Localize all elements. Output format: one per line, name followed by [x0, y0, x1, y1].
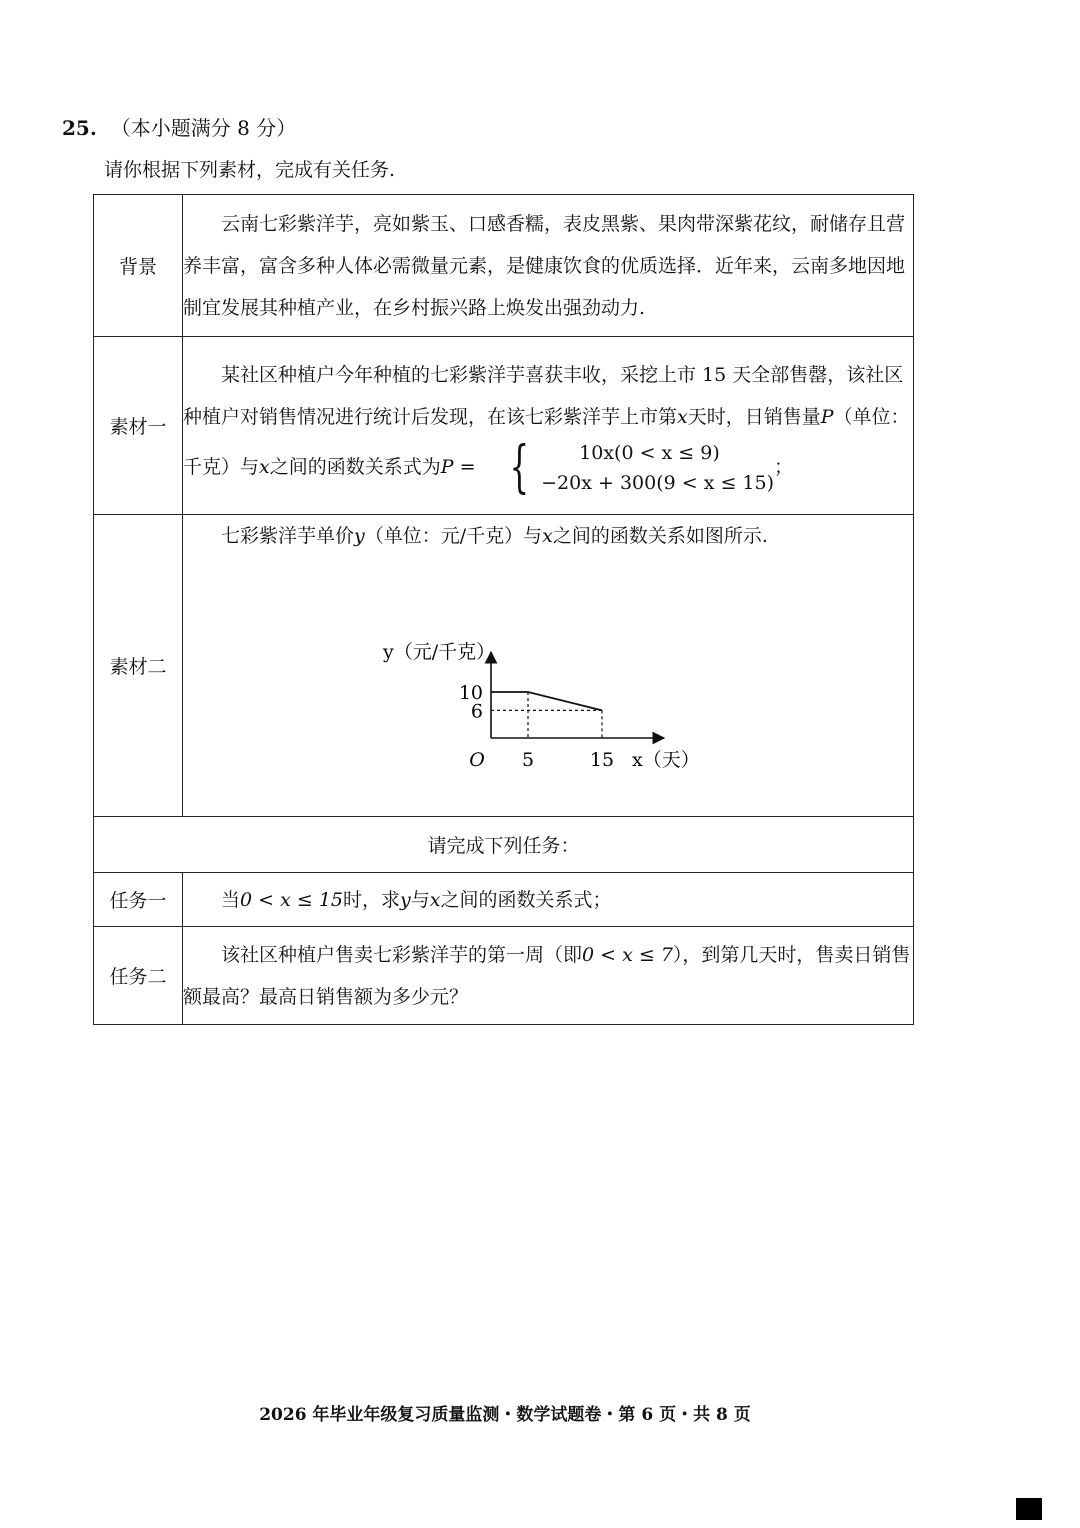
task1-text: 当0 < x ≤ 15时，求y与x之间的函数关系式； [221, 888, 612, 911]
material1-text: 某社区种植户今年种植的七彩紫洋芋喜获丰收，采挖上市 15 天全部售罄，该社区种植户对销售情况进行统计后发现，在该七彩紫洋芋上市第x天时，日销售量P（单位：千克）与x之间的函数关系式为P = { 10x(0 < x ≤ 9) −20x + 300(9 < x ≤ 15)； [183, 363, 910, 500]
tasks-header-row [94, 817, 914, 873]
price-line-path [491, 692, 602, 710]
question-number: 25. [62, 116, 97, 140]
task2-text: 该社区种植户售卖七彩紫洋芋的第一周（即0 < x ≤ 7），到第几天时，售卖日销售额最高？最高日销售额为多少元？ [183, 943, 911, 1008]
material2-row [94, 515, 914, 817]
piecewise-case-1: 10x(0 < x ≤ 9) [579, 441, 720, 464]
x-tick-label-15: 15 [589, 749, 615, 771]
question-intro: 请你根据下列素材，完成有关任务. [104, 159, 396, 181]
task2-label: 任务二 [94, 927, 183, 1025]
task1-row [94, 873, 914, 927]
piecewise-lhs: P = [440, 455, 476, 478]
background-label: 背景 [94, 195, 183, 337]
material1-label: 素材一 [94, 337, 183, 515]
task2-row [94, 927, 914, 1025]
background-text: 云南七彩紫洋芋，亮如紫玉、口感香糯，表皮黑紫、果肉带深紫花纹，耐储存且营养丰富，富含多种人体必需微量元素，是健康饮食的优质选择．近年来，云南多地因地制宜发展其种植产业，在乡村振兴路上焕发出强劲动力. [183, 212, 906, 319]
material2-text: 七彩紫洋芋单价y（单位：元/千克）与x之间的函数关系如图所示. [221, 525, 768, 547]
origin-label: O [469, 749, 485, 771]
y-axis-label: y（元/千克） [383, 641, 496, 663]
piecewise-case-2: −20x + 300(9 < x ≤ 15) [541, 471, 775, 494]
y-tick-label-6: 6 [470, 700, 483, 723]
axes [491, 652, 664, 738]
piecewise-cases [541, 438, 774, 498]
axis-labels [382, 641, 700, 771]
x-tick-label-5: 5 [521, 749, 535, 771]
task1-label: 任务一 [94, 873, 183, 927]
corner-mark [1016, 1498, 1042, 1520]
y-tick-label-10: 10 [458, 682, 483, 704]
left-brace: { [508, 434, 529, 500]
background-row [94, 195, 914, 337]
material-table [93, 194, 914, 1025]
material1-row [94, 337, 914, 515]
tasks-header: 请完成下列任务： [94, 817, 914, 873]
dashed-guides [491, 692, 602, 738]
question-header [62, 112, 296, 141]
page-footer: 2026 年毕业年级复习质量监测・数学试题卷・第 6 页・共 8 页 [259, 1405, 751, 1425]
x-axis-label: x（天） [632, 749, 700, 771]
price-graph [379, 563, 739, 793]
material2-label: 素材二 [94, 515, 183, 817]
price-line [491, 692, 602, 710]
question-points: （本小题满分 8 分） [110, 116, 297, 140]
